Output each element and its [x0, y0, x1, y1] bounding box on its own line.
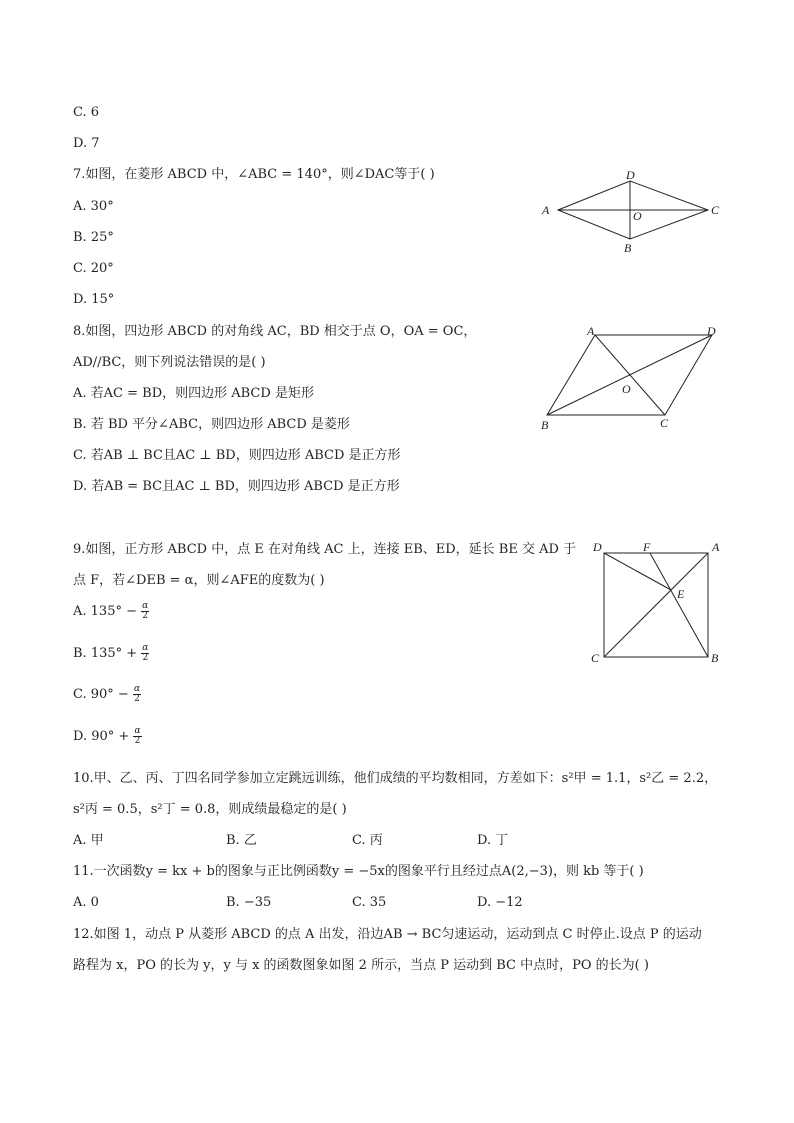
- q11-option-d: D. −12: [477, 895, 523, 910]
- q9-option-d-fraction: [133, 727, 141, 746]
- q9-label-e: E: [677, 587, 685, 601]
- q12-stem-line2: 路程为 x，PO 的长为 y，y 与 x 的函数图象如图 2 所示，当点 P 运动到 BC 中点时，PO 的长为( ): [73, 958, 649, 973]
- q9-option-b-denominator: 2: [142, 653, 149, 663]
- q7-label-d: D: [626, 168, 635, 182]
- q9-option-a: [73, 602, 149, 621]
- q10-option-c: C. 丙: [352, 833, 383, 848]
- q8-label-o: O: [622, 382, 631, 396]
- q9-option-b-numerator: α: [142, 643, 149, 653]
- q6-option-d: D. 7: [73, 136, 100, 151]
- q8-option-a: A. 若AC = BD，则四边形 ABCD 是矩形: [73, 386, 314, 401]
- q9-label-d: D: [593, 540, 602, 554]
- q9-option-d-numerator: α: [134, 726, 141, 736]
- q8-label-d: D: [707, 324, 716, 338]
- q9-option-b: [73, 644, 149, 663]
- q7-option-b: B. 25°: [73, 230, 114, 245]
- q8-option-c: C. 若AB ⊥ BC且AC ⊥ BD，则四边形 ABCD 是正方形: [73, 448, 401, 463]
- q9-diagonal-ac: [604, 553, 708, 657]
- q7-option-a: A. 30°: [73, 199, 114, 214]
- q9-label-a: A: [712, 540, 720, 554]
- q9-label-f: F: [643, 540, 651, 554]
- q9-option-a-prefix: A. 135° −: [73, 604, 142, 619]
- q7-label-o: O: [633, 209, 642, 223]
- q7-stem: 7.如图，在菱形 ABCD 中，∠ABC = 140°，则∠DAC等于( ): [73, 167, 435, 182]
- q9-option-d-denominator: 2: [134, 736, 141, 746]
- q10-stem-line1: 10.甲、乙、丙、丁四名同学参加立定跳远训练，他们成绩的平均数相同，方差如下：s²甲 = 1.1，s²乙 = 2.2，: [73, 771, 718, 786]
- q8-stem-line2: AD//BC，则下列说法错误的是( ): [73, 355, 266, 370]
- q10-stem-line2: s²丙 = 0.5，s²丁 = 0.8，则成绩最稳定的是( ): [73, 802, 347, 817]
- q9-option-c-fraction: [133, 685, 141, 704]
- q11-option-c: C. 35: [352, 895, 387, 910]
- q7-label-b: B: [624, 241, 632, 255]
- q9-option-d-prefix: D. 90° +: [73, 729, 134, 744]
- q8-label-a: A: [587, 324, 595, 338]
- q8-diagonal-bd: [547, 335, 712, 415]
- q10-option-a: A. 甲: [73, 833, 104, 848]
- q7-rhombus-figure: [530, 163, 730, 258]
- q11-stem: 11.一次函数y = kx + b的图象与正比例函数y = −5x的图象平行且经过点A(2,−3)，则 kb 等于( ): [73, 864, 644, 879]
- q9-segment-de: [604, 553, 671, 590]
- q7-label-a: A: [542, 203, 550, 217]
- q9-stem-line1: 9.如图，正方形 ABCD 中，点 E 在对角线 AC 上，连接 EB、ED，延长 BE 交 AD 于: [73, 542, 577, 557]
- q9-label-b: B: [711, 651, 719, 665]
- q11-option-a: A. 0: [73, 895, 99, 910]
- q9-option-b-fraction: [141, 644, 149, 663]
- q9-option-c-numerator: α: [133, 684, 141, 694]
- q8-option-d: D. 若AB = BC且AC ⊥ BD，则四边形 ABCD 是正方形: [73, 479, 400, 494]
- q8-stem-line1: 8.如图，四边形 ABCD 的对角线 AC，BD 相交于点 O，OA = OC，: [73, 324, 477, 339]
- q7-label-c: C: [711, 203, 720, 217]
- q9-label-c: C: [591, 651, 600, 665]
- q12-stem-line1: 12.如图 1，动点 P 从菱形 ABCD 的点 A 出发，沿边AB → BC匀速运动，运动到点 C 时停止.设点 P 的运动: [73, 927, 702, 942]
- q7-option-d: D. 15°: [73, 292, 115, 307]
- q6-option-c: C. 6: [73, 105, 100, 120]
- q9-stem-line2: 点 F，若∠DEB = α，则∠AFE的度数为( ): [73, 573, 325, 588]
- q9-square-figure: [585, 535, 735, 670]
- q8-label-b: B: [541, 418, 549, 432]
- q9-option-d: [73, 727, 142, 746]
- q9-option-c-prefix: C. 90° −: [73, 687, 133, 702]
- q10-option-d: D. 丁: [477, 833, 509, 848]
- q9-option-b-prefix: B. 135° +: [73, 646, 142, 661]
- q8-label-c: C: [660, 416, 669, 430]
- q11-option-b: B. −35: [226, 895, 272, 910]
- q7-option-c: C. 20°: [73, 261, 114, 276]
- q9-option-c: [73, 685, 141, 704]
- q9-option-a-numerator: α: [142, 601, 149, 611]
- q9-option-a-denominator: 2: [142, 611, 149, 621]
- q9-option-c-denominator: 2: [134, 694, 140, 704]
- q10-option-b: B. 乙: [226, 833, 257, 848]
- q8-option-b: B. 若 BD 平分∠ABC，则四边形 ABCD 是菱形: [73, 417, 350, 432]
- q8-parallelogram-figure: [535, 320, 735, 435]
- q9-option-a-fraction: [141, 602, 149, 621]
- q9-segment-bf: [650, 553, 708, 657]
